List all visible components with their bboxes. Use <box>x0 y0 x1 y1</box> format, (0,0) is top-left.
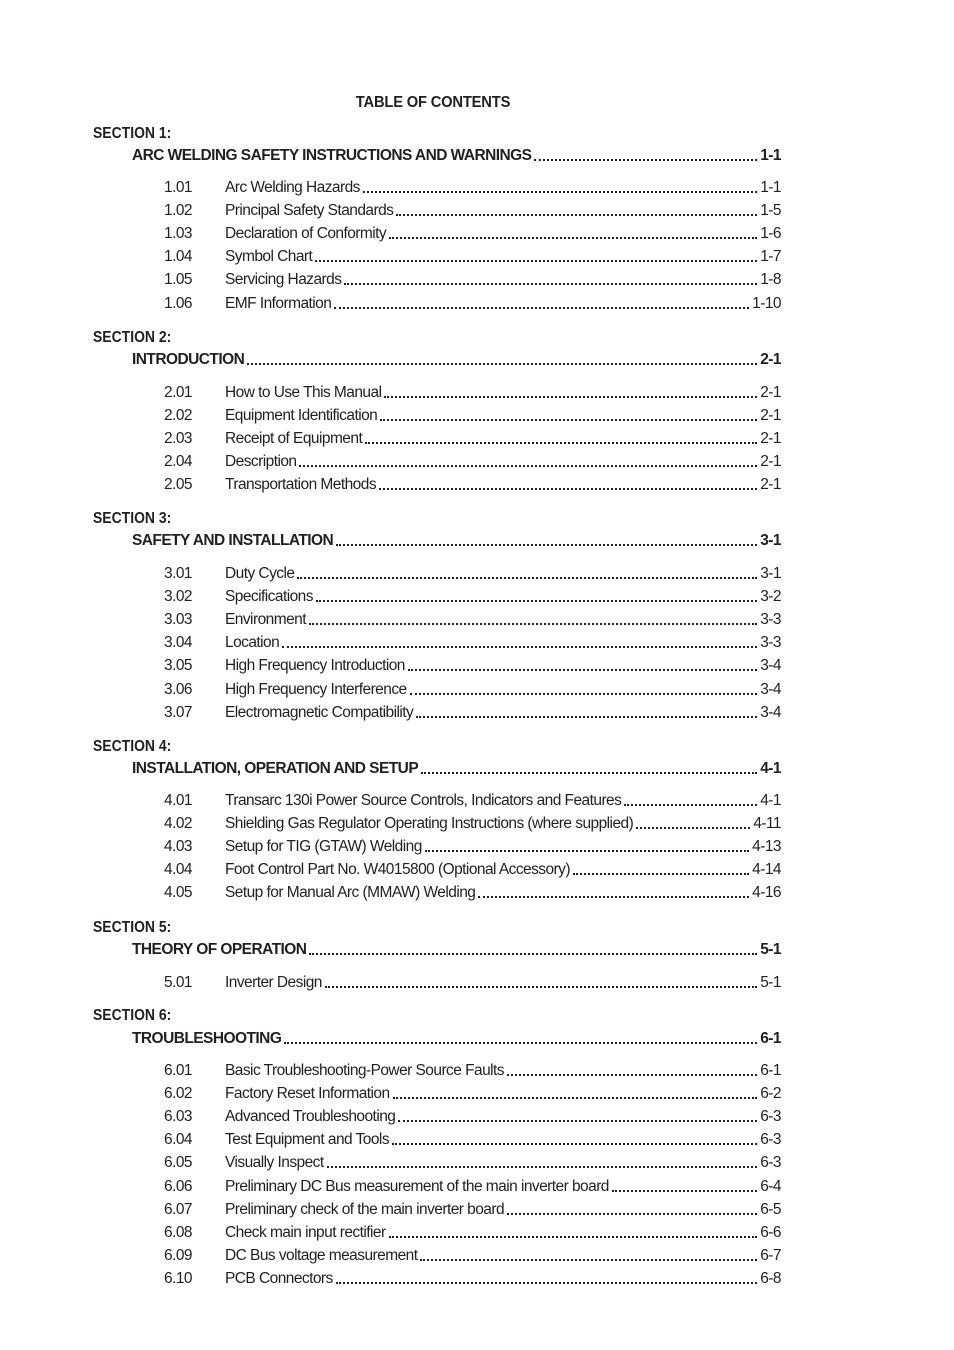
toc-entry[interactable] <box>164 247 781 267</box>
page-number: 1-1 <box>760 179 781 196</box>
toc-entry[interactable] <box>164 1107 781 1127</box>
entry-number: 2.03 <box>164 430 192 448</box>
dot-leader <box>573 873 749 875</box>
dot-leader <box>410 693 758 695</box>
section-heading-text: INTRODUCTION <box>132 351 245 368</box>
entry-title: Factory Reset Information <box>225 1085 390 1103</box>
dot-leader <box>363 191 757 193</box>
dot-leader <box>309 953 757 955</box>
toc-entry[interactable] <box>164 178 781 198</box>
page-number: 1-10 <box>752 294 781 312</box>
entry-title: Basic Troubleshooting-Power Source Faults <box>225 1062 504 1079</box>
entry-title: Duty Cycle <box>225 565 295 582</box>
page-number: 6-7 <box>760 1246 781 1264</box>
entry-number: 3.05 <box>164 657 192 675</box>
page-number: 6-3 <box>760 1108 781 1126</box>
page-number: 6-1 <box>760 1030 781 1047</box>
page-number: 3-4 <box>760 657 781 675</box>
entry-number: 4.04 <box>164 861 192 879</box>
entry-number: 4.02 <box>164 815 192 833</box>
page-number: 4-1 <box>760 760 781 777</box>
dot-leader <box>478 896 749 898</box>
toc-entry[interactable] <box>164 1223 781 1243</box>
entry-number: 6.03 <box>164 1108 192 1126</box>
dot-leader <box>299 465 757 467</box>
entry-title: Preliminary DC Bus measurement of the main inverter board <box>225 1177 609 1195</box>
dot-leader <box>297 577 757 579</box>
dot-leader <box>315 260 757 262</box>
entry-title: Symbol Chart <box>225 248 313 266</box>
entry-number: 3.02 <box>164 588 192 606</box>
toc-entry[interactable] <box>164 1130 781 1150</box>
dot-leader <box>389 1236 758 1238</box>
entry-number: 6.09 <box>164 1246 192 1264</box>
entry-number: 2.01 <box>164 384 192 401</box>
page-number: 4-13 <box>752 838 781 856</box>
page-number: 2-1 <box>760 384 781 401</box>
entry-number: 4.03 <box>164 838 192 856</box>
toc-entry[interactable] <box>164 406 781 426</box>
page-number: 5-1 <box>760 974 781 991</box>
page-number: 3-4 <box>760 680 781 698</box>
section-heading[interactable] <box>132 531 781 551</box>
dot-leader <box>282 646 757 648</box>
entry-number: 6.01 <box>164 1062 192 1079</box>
page-number: 2-1 <box>760 351 781 368</box>
dot-leader <box>507 1074 757 1076</box>
entry-number: 4.05 <box>164 884 192 902</box>
entry-number: 1.02 <box>164 202 192 220</box>
entry-title: Specifications <box>225 588 313 606</box>
section-label: SECTION 6: <box>93 1007 172 1024</box>
toc-entry[interactable] <box>164 883 781 903</box>
page-number: 6-3 <box>760 1154 781 1172</box>
page-number: 3-1 <box>760 565 781 582</box>
dot-leader <box>380 419 757 421</box>
entry-number: 4.01 <box>164 792 192 809</box>
entry-number: 5.01 <box>164 974 192 991</box>
entry-title: Foot Control Part No. W4015800 (Optional Accessory) <box>225 861 570 879</box>
section-heading-text: TROUBLESHOOTING <box>132 1030 282 1047</box>
dot-leader <box>384 396 757 398</box>
page-number: 2-1 <box>760 430 781 448</box>
entry-title: Receipt of Equipment <box>225 430 363 448</box>
toc-entry[interactable] <box>164 201 781 221</box>
page-number: 6-2 <box>760 1085 781 1103</box>
entry-title: How to Use This Manual <box>225 384 382 401</box>
entry-number: 3.03 <box>164 611 192 629</box>
entry-title: Declaration of Conformity <box>225 225 387 243</box>
toc-entry[interactable] <box>164 1084 781 1104</box>
section-label: SECTION 3: <box>93 510 172 527</box>
section-heading[interactable] <box>132 940 781 960</box>
entry-title: Principal Safety Standards <box>225 202 394 220</box>
toc-entry[interactable] <box>164 633 781 653</box>
entry-number: 3.06 <box>164 680 192 698</box>
dot-leader <box>247 363 757 365</box>
dot-leader <box>389 237 757 239</box>
page-number: 1-6 <box>760 225 781 243</box>
entry-title: Preliminary check of the main inverter board <box>225 1200 505 1218</box>
dot-leader <box>420 1259 757 1261</box>
toc-entry[interactable] <box>164 587 781 607</box>
toc-entry[interactable] <box>164 703 781 723</box>
toc-entry[interactable] <box>164 1061 781 1081</box>
entry-title: Advanced Troubleshooting <box>225 1108 396 1126</box>
dot-leader <box>392 1143 757 1145</box>
dot-leader <box>365 442 757 444</box>
entry-number: 3.01 <box>164 565 192 582</box>
toc-entry[interactable] <box>164 1177 781 1197</box>
toc-entry[interactable] <box>164 680 781 700</box>
dot-leader <box>416 716 757 718</box>
entry-title: High Frequency Introduction <box>225 657 405 675</box>
entry-number: 1.04 <box>164 248 192 266</box>
section-label: SECTION 2: <box>93 329 172 346</box>
toc-entry[interactable] <box>164 294 781 314</box>
toc-entry[interactable] <box>164 1200 781 1220</box>
page-number: 3-3 <box>760 611 781 629</box>
dot-leader <box>379 488 757 490</box>
dot-leader <box>344 283 757 285</box>
entry-title: Servicing Hazards <box>225 271 342 289</box>
entry-number: 1.06 <box>164 294 192 312</box>
dot-leader <box>336 1282 757 1284</box>
dot-leader <box>284 1042 757 1044</box>
toc-entry[interactable] <box>164 973 781 993</box>
entry-number: 6.06 <box>164 1177 192 1195</box>
section-heading[interactable] <box>132 1029 781 1049</box>
section-heading[interactable] <box>132 759 781 779</box>
entry-title: High Frequency Interference <box>225 680 407 698</box>
page-number: 6-8 <box>760 1269 781 1287</box>
page-number: 3-1 <box>760 532 781 549</box>
entry-number: 1.01 <box>164 179 192 196</box>
section-label: SECTION 5: <box>93 919 172 936</box>
page-number: 6-5 <box>760 1200 781 1218</box>
page-number: 6-1 <box>760 1062 781 1079</box>
page-number: 1-5 <box>760 202 781 220</box>
entry-number: 6.08 <box>164 1223 192 1241</box>
page-number: 1-8 <box>760 271 781 289</box>
toc-entry[interactable] <box>164 383 781 403</box>
toc-entry[interactable] <box>164 837 781 857</box>
dot-leader <box>507 1213 757 1215</box>
entry-number: 2.02 <box>164 407 192 425</box>
page-number: 4-11 <box>753 815 781 833</box>
entry-number: 2.04 <box>164 453 192 471</box>
entry-title: Visually Inspect <box>225 1154 324 1172</box>
dot-leader <box>309 623 757 625</box>
section-label: SECTION 4: <box>93 738 172 755</box>
dot-leader <box>327 1166 758 1168</box>
toc-entry[interactable] <box>164 1269 781 1289</box>
page-number: 4-1 <box>760 792 781 809</box>
dot-leader <box>534 159 757 161</box>
section-heading-text: THEORY OF OPERATION <box>132 941 307 958</box>
entry-title: Equipment Identification <box>225 407 378 425</box>
toc-entry[interactable] <box>164 564 781 584</box>
entry-title: Inverter Design <box>225 974 322 991</box>
entry-title: Electromagnetic Compatibility <box>225 703 414 721</box>
toc-entry[interactable] <box>164 1246 781 1266</box>
entry-title: Transportation Methods <box>225 476 377 494</box>
entry-number: 3.04 <box>164 634 192 652</box>
entry-number: 6.10 <box>164 1269 192 1287</box>
entry-number: 6.07 <box>164 1200 192 1218</box>
entry-number: 6.04 <box>164 1131 192 1149</box>
entry-number: 1.05 <box>164 271 192 289</box>
dot-leader <box>336 544 757 546</box>
page-number: 5-1 <box>760 941 781 958</box>
section-heading-text: INSTALLATION, OPERATION AND SETUP <box>132 760 419 777</box>
dot-leader <box>408 669 757 671</box>
entry-title: Description <box>225 453 297 471</box>
page-number: 4-16 <box>752 884 781 902</box>
page-number: 4-14 <box>752 861 781 879</box>
toc-entry[interactable] <box>164 1153 781 1173</box>
page-number: 3-3 <box>760 634 781 652</box>
entry-title: Location <box>225 634 280 652</box>
dot-leader <box>325 986 757 988</box>
toc-entry[interactable] <box>164 475 781 495</box>
page-number: 3-4 <box>760 703 781 721</box>
section-heading[interactable] <box>132 350 781 370</box>
page-number: 1-1 <box>760 147 781 164</box>
toc-entry[interactable] <box>164 656 781 676</box>
dot-leader <box>334 307 749 309</box>
section-heading-text: ARC WELDING SAFETY INSTRUCTIONS AND WARNINGS <box>132 147 532 164</box>
toc-entry[interactable] <box>164 610 781 630</box>
dot-leader <box>398 1120 757 1122</box>
section-label: SECTION 1: <box>93 125 172 142</box>
page-title: TABLE OF CONTENTS <box>355 94 511 111</box>
section-heading-text: SAFETY AND INSTALLATION <box>132 532 334 549</box>
page-number: 2-1 <box>760 407 781 425</box>
entry-title: EMF Information <box>225 294 332 312</box>
entry-title: Setup for Manual Arc (MMAW) Welding <box>225 884 476 902</box>
toc-entry[interactable] <box>164 860 781 880</box>
toc-entry[interactable] <box>164 814 781 834</box>
entry-number: 1.03 <box>164 225 192 243</box>
entry-title: PCB Connectors <box>225 1269 333 1287</box>
page-number: 6-6 <box>760 1223 781 1241</box>
entry-title: Test Equipment and Tools <box>225 1131 390 1149</box>
entry-title: DC Bus voltage measurement <box>225 1246 418 1264</box>
entry-number: 6.02 <box>164 1085 192 1103</box>
dot-leader <box>393 1097 758 1099</box>
toc-entry[interactable] <box>164 224 781 244</box>
page-number: 3-2 <box>760 588 781 606</box>
entry-title: Arc Welding Hazards <box>225 179 360 196</box>
toc-entry[interactable] <box>164 270 781 290</box>
page-number: 2-1 <box>760 453 781 471</box>
toc-entry[interactable] <box>164 429 781 449</box>
page-number: 1-7 <box>760 248 781 266</box>
entry-number: 6.05 <box>164 1154 192 1172</box>
entry-title: Environment <box>225 611 306 629</box>
dot-leader <box>425 850 749 852</box>
entry-title: Transarc 130i Power Source Controls, Indicators and Features <box>225 792 622 809</box>
dot-leader <box>612 1190 757 1192</box>
section-heading[interactable] <box>132 146 781 166</box>
page-number: 2-1 <box>760 476 781 494</box>
dot-leader <box>396 214 757 216</box>
dot-leader <box>636 827 750 829</box>
dot-leader <box>624 804 757 806</box>
entry-number: 3.07 <box>164 703 192 721</box>
toc-entry[interactable] <box>164 791 781 811</box>
page-number: 6-3 <box>760 1131 781 1149</box>
entry-title: Setup for TIG (GTAW) Welding <box>225 838 422 856</box>
entry-number: 2.05 <box>164 476 192 494</box>
toc-entry[interactable] <box>164 452 781 472</box>
dot-leader <box>421 772 757 774</box>
entry-title: Check main input rectifier <box>225 1223 386 1241</box>
entry-title: Shielding Gas Regulator Operating Instructions (where supplied) <box>225 815 634 833</box>
dot-leader <box>316 600 757 602</box>
page-number: 6-4 <box>760 1177 781 1195</box>
